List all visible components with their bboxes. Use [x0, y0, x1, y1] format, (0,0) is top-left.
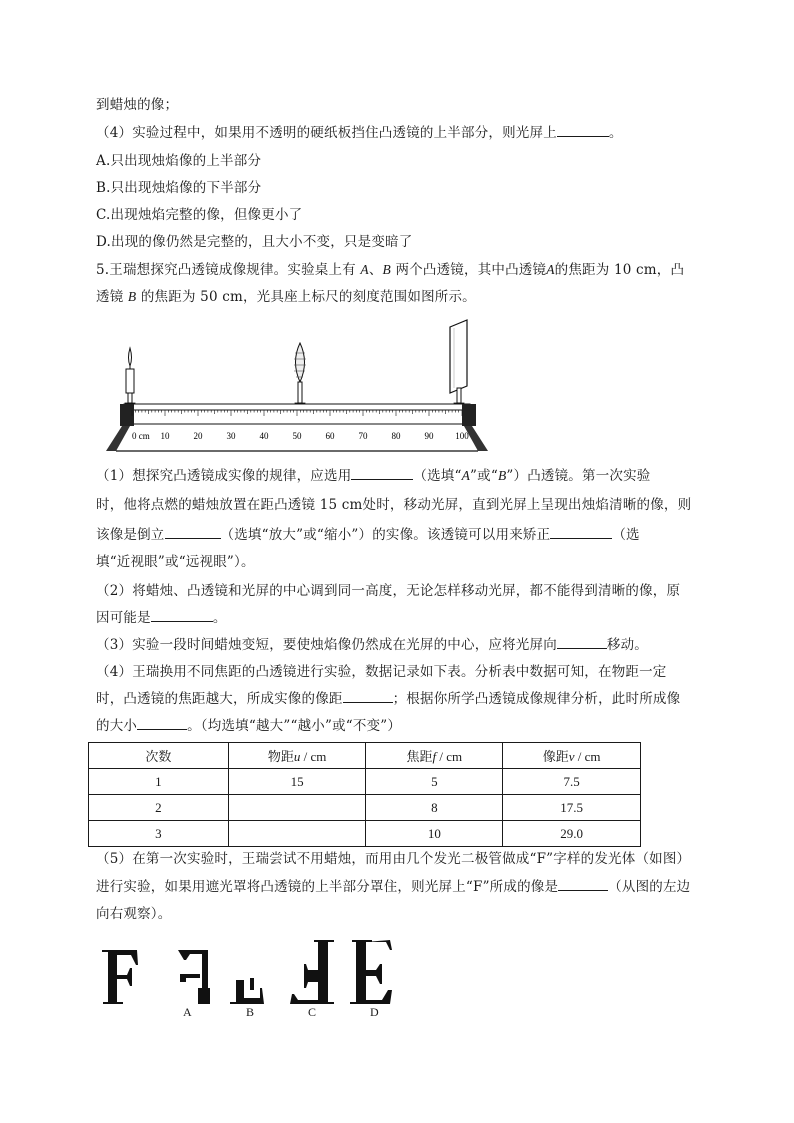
optical-bench-figure — [96, 318, 496, 458]
f-letter-figure — [100, 930, 410, 1030]
header-cell: 焦距f / cm — [366, 743, 503, 769]
option-d: D.出现的像仍然是完整的，且大小不变，只是变暗了 — [96, 234, 413, 250]
option-b: B.只出现烛焰像的下半部分 — [96, 180, 262, 196]
ruler-tick-label: 80 — [391, 431, 401, 441]
option-a-image-icon — [178, 950, 210, 1004]
question-5-stem: 5.王瑞想探究凸透镜成像规律。实验桌上有 A、B 两个凸透镜，其中凸透镜A的焦距为 10 cm，凸 — [96, 262, 685, 278]
ruler-start-label: 0 cm — [132, 431, 150, 441]
text-line: 到蜡烛的像； — [96, 97, 179, 113]
header-cell: 物距u / cm — [228, 743, 366, 769]
convex-lens-icon — [294, 343, 306, 410]
part-1-line-4: 填“近视眼”或“远视眼”）。 — [96, 554, 255, 570]
option-c-image-icon — [290, 940, 334, 1004]
ruler-tick-label: 10 — [160, 431, 170, 441]
part-1-line-2: 时，他将点燃的蜡烛放置在距凸透镜 15 cm处时，移动光屏，直到光屏上呈现出烛焰清晰的像，则 — [96, 497, 692, 513]
option-c: C.出现烛焰完整的像，但像更小了 — [96, 207, 303, 223]
part-5-line-1: （5）在第一次实验时，王瑞尝试不用蜡烛，而用由几个发光二极管做成“F”字样的发光体（如图） — [96, 851, 691, 867]
part-4-line-1: （4）王瑞换用不同焦距的凸透镜进行实验，数据记录如下表。分析表中数据可知，在物距一定 — [96, 664, 667, 680]
ruler-tick-label: 30 — [226, 431, 236, 441]
option-label-a: A — [183, 1005, 192, 1019]
ruler-tick-label: 20 — [193, 431, 203, 441]
candle-icon — [125, 348, 135, 410]
option-d-image-icon — [350, 940, 392, 1004]
table-cell: 29.0 — [503, 821, 641, 847]
table-row — [89, 821, 641, 847]
question-4-stem: （4）实验过程中，如果用不透明的硬纸板挡住凸透镜的上半部分，则光屏上 。 — [96, 125, 623, 141]
light-screen-icon — [450, 320, 467, 410]
original-f-icon — [102, 950, 138, 1004]
ruler-tick-label: 90 — [424, 431, 434, 441]
table-cell: 17.5 — [503, 795, 641, 821]
ruler-tick-label: 50 — [292, 431, 302, 441]
answer-blank[interactable] — [137, 717, 187, 730]
answer-blank[interactable] — [550, 526, 612, 539]
part-2-line-1: （2）将蜡烛、凸透镜和光屏的中心调到同一高度，无论怎样移动光屏，都不能得到清晰的像，原 — [96, 583, 681, 599]
answer-blank[interactable] — [351, 467, 413, 480]
part-5-line-2: 进行实验，如果用遮光罩将凸透镜的上半部分罩住，则光屏上“F”所成的像是 （从图的左边 — [96, 879, 691, 895]
ruler-tick-label: 70 — [358, 431, 368, 441]
option-a: A.只出现烛焰像的上半部分 — [96, 153, 262, 169]
header-cell: 像距v / cm — [503, 743, 641, 769]
option-label-b: B — [246, 1005, 255, 1019]
option-b-image-icon — [230, 978, 264, 1004]
table-cell: 10 — [366, 821, 503, 847]
answer-blank[interactable] — [558, 878, 608, 891]
question-5-stem-cont: 透镜 B 的焦距为 50 cm，光具座上标尺的刻度范围如图所示。 — [96, 289, 476, 305]
table-row — [89, 795, 641, 821]
answer-blank[interactable] — [165, 526, 221, 539]
answer-blank[interactable] — [343, 690, 393, 703]
part-1-line-3: 该像是倒立 （选填“放大”或“缩小”）的实像。该透镜可以用来矫正 （选 — [96, 527, 640, 543]
answer-blank[interactable] — [557, 636, 607, 649]
table-cell — [228, 795, 366, 821]
table-cell: 15 — [228, 769, 366, 795]
part-5-line-3: 向右观察）。 — [96, 906, 172, 922]
part-4-line-3: 的大小 。（均选填“越大”“越小”或“不变”） — [96, 718, 402, 734]
table-header-row — [89, 743, 641, 769]
table-row — [89, 769, 641, 795]
part-4-line-2: 时，凸透镜的焦距越大，所成实像的像距 ；根据你所学凸透镜成像规律分析，此时所成像 — [96, 691, 681, 707]
answer-blank[interactable] — [151, 609, 213, 622]
header-cell: 次数 — [89, 743, 229, 769]
data-table — [88, 742, 641, 847]
answer-blank[interactable] — [557, 124, 609, 137]
ruler-tick-label: 40 — [259, 431, 269, 441]
table-cell: 3 — [89, 821, 229, 847]
table-cell: 8 — [366, 795, 503, 821]
table-cell: 5 — [366, 769, 503, 795]
option-label-c: C — [308, 1005, 317, 1019]
option-label-d: D — [370, 1005, 379, 1019]
table-cell — [228, 821, 366, 847]
table-cell: 1 — [89, 769, 229, 795]
ruler-tick-label: 100 — [455, 431, 469, 441]
table-cell: 7.5 — [503, 769, 641, 795]
table-cell: 2 — [89, 795, 229, 821]
part-1-line-1: （1）想探究凸透镜成实像的规律，应选用 （选填“A”或“B”）凸透镜。第一次实验 — [96, 468, 651, 484]
part-3-line: （3）实验一段时间蜡烛变短，要使烛焰像仍然成在光屏的中心，应将光屏向 移动。 — [96, 637, 648, 653]
ruler-tick-label: 60 — [325, 431, 335, 441]
part-2-line-2: 因可能是 。 — [96, 610, 227, 626]
